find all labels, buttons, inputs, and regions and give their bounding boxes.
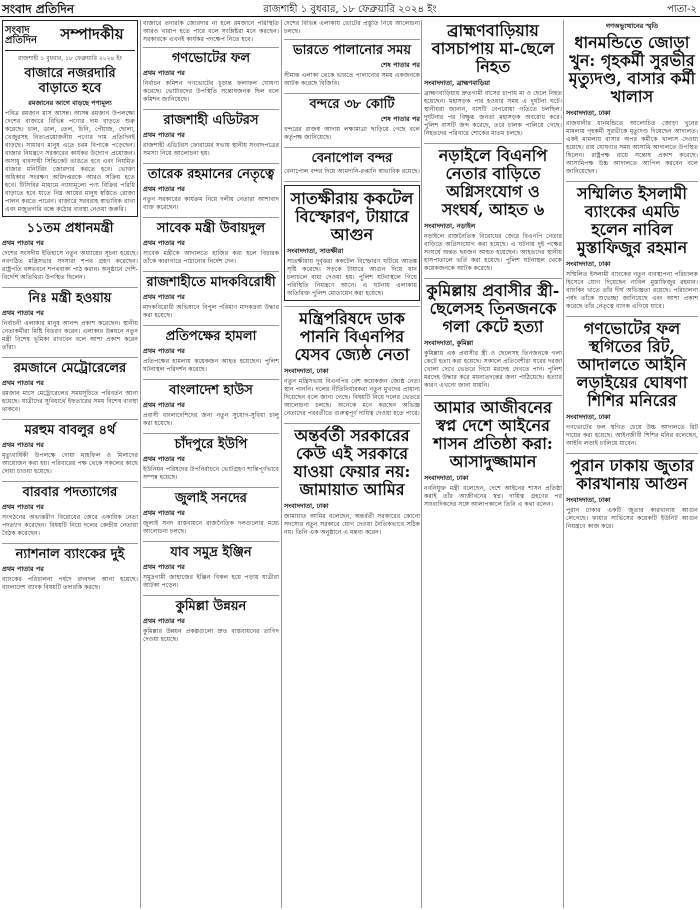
story-kicker: সংবাদদাতা, ব্রাহ্মণবাড়িয়া: [424, 79, 491, 87]
story: [566, 457, 698, 531]
story-kicker: প্রথম পাতার পর: [143, 185, 185, 193]
story-headline: রাজশাহী এডিটরস: [163, 113, 259, 128]
story-body: জামায়াত আমির বলেছেন, অন্তর্বর্তী সরকারের কোনো সদস্যের নতুন সরকারে যোগ দেওয়া নৈতিকভাবে সঠিক নয়। তিনি এক অনুষ্ঠানে এ মন্তব্য করেন।: [284, 513, 420, 536]
column-1: [2, 20, 138, 908]
story-kicker: সংবাদদাতা, নড়াইল: [424, 222, 476, 230]
story-headline: তারেক রহমানের নেতৃত্বে: [147, 167, 275, 182]
editorial-title: সম্পাদকীয়: [60, 25, 124, 43]
story-kicker: প্রথম পাতার পর: [2, 379, 44, 387]
story-headline: সাতক্ষীরায় ককটেল বিস্ফোরণ, টায়ারে আগুন: [290, 189, 414, 244]
story-kicker: প্রথম পাতার পর: [143, 69, 185, 77]
story-body: সম্মিলিত ইসলামী ব্যাংকের নতুন ব্যবস্থাপনা পরিচালক হিসেবে যোগ দিয়েছেন নাবিল মুস্তাফিজুর রহমান। ব্যাংকিং খাতে তাঁর দীর্ঘ অভিজ্ঞতা রয়েছে। পরিচালনা পর্ষদ তাঁকে শুভেচ্ছা জানিয়েছে এবং আশা প্রকাশ করেছে তাঁর নেতৃত্বে ব্যাংক এগিয়ে যাবে।: [566, 271, 698, 310]
story: [566, 21, 698, 176]
story-kicker: প্রথম পাতার পর: [2, 239, 44, 247]
story-kicker: শেষ পাতার পর: [380, 115, 420, 123]
story-kicker: সংবাদদাতা, ঢাকা: [566, 413, 611, 421]
story-headline: প্রতিপক্ষের হামলা: [165, 329, 257, 344]
story-headline: ধানমন্ডিতে জোড়া খুন: গৃহকর্মী সুরভীর মৃত্যুদণ্ড, বাসার কর্মী খালাস: [568, 33, 696, 106]
newspaper-logo: সংবাদ প্রতিদিন: [2, 2, 75, 16]
story-body: সাতক্ষীরায় দুর্বৃত্তরা ককটেল বিস্ফোরণ ঘটিয়ে আতঙ্ক সৃষ্টি করেছে। সড়কে টায়ারে আগুন দিয়ে যান চলাচলে বাধা দেওয়া হয়। পুলিশ ঘটনাস্থলে গিয়ে পরিস্থিতি নিয়ন্ত্রণে আনে। এ ঘটনায় এলাকায় অতিরিক্ত পুলিশ মোতায়েন করা হয়েছে।: [287, 258, 417, 297]
story-body: গণভোটের ফল স্থগিত চেয়ে উচ্চ আদালতে রিট দায়ের করা হয়েছে। আইনজীবী শিশির মনির বলেছেন, আইনি লড়াই চালিয়ে যাবেন।: [566, 424, 698, 447]
editorial-logo: সংবাদ প্রতিদিন: [5, 24, 37, 46]
story-body: সাবেক মন্ত্রীকে আদালতে হাজির করা হলে বিচারক তাঁকে কারাগারে পাঠানোর নির্দেশ দেন।: [143, 250, 279, 265]
story-headline: গণভোটের ফল স্থগিতের রিট, আদালতে আইনি লড়াইয়ের ঘোষণা শিশির মনিরের: [576, 319, 688, 410]
page-number: পাতা-২: [667, 4, 697, 15]
column-rule: [563, 20, 564, 908]
story-kicker: প্রথম পাতার পর: [143, 347, 185, 355]
story-body: রাজধানীর ধানমন্ডিতে আলোচিত জোড়া খুনের মামলায় গৃহকর্মী সুরভীকে মৃত্যুদণ্ড দিয়েছেন আদালত। একই মামলায় বাসার অপর কর্মীকে খালাস দেওয়া হয়েছে। রায় ঘোষণার সময় আসামি আদালতে উপস্থিত ছিলেন। রাষ্ট্রপক্ষ রায়ে সন্তোষ প্রকাশ করেছে। আসামিপক্ষ উচ্চ আদালতে আপিল করবেন বলে জানিয়েছেন।: [566, 120, 698, 175]
story-headline: মন্ত্রিপরিষদে ডাক পাননি বিএনপির যেসব জ্যেষ্ঠ নেতা: [294, 309, 410, 364]
story-headline: মরহুম বাবলুর ৪র্থ: [24, 423, 116, 438]
story-kicker: সংবাদদাতা, ঢাকা: [566, 496, 611, 504]
story-body: ইউনিয়ন পরিষদের উপনির্বাচনে ভোটগ্রহণ শান্তিপূর্ণভাবে সম্পন্ন হয়েছে।: [143, 466, 279, 481]
story-headline: বারবার পদত্যাগের: [22, 485, 118, 500]
story-headline: ১১তম প্রধানমন্ত্রী: [26, 221, 114, 236]
story: [143, 383, 279, 428]
editorial-headline: বাজারে নজরদারি বাড়াতে হবে: [24, 66, 116, 96]
story: [566, 185, 698, 311]
story-headline: গণভোটের ফল: [171, 51, 251, 66]
story-body: প্রবাসী বাংলাদেশিদের জন্য নতুন সুযোগ-সুবিধা চালু করা হয়েছে।: [143, 412, 279, 427]
story: [2, 547, 138, 592]
column-2: [143, 20, 279, 908]
story-kicker: প্রথম পাতার পর: [143, 563, 185, 571]
story-kicker: সংবাদদাতা, কুমিল্লা: [424, 339, 474, 347]
story-headline: ভারতে পালানোর সময়: [292, 43, 412, 58]
story: [284, 151, 420, 176]
story-kicker: সংবাদদাতা, সাতক্ষীরা: [287, 247, 344, 255]
story: [143, 491, 279, 536]
story: [2, 423, 138, 476]
story-headline: যাব সমুদ্র ইঞ্জিন: [170, 545, 252, 560]
story-kicker: প্রথম পাতার পর: [143, 401, 185, 409]
story-headline: জুলাই সনদের: [175, 491, 247, 506]
story: [284, 427, 420, 537]
story-headline: ন্যাশনাল ব্যাংকের দুই: [15, 547, 125, 562]
story-body: ব্যাংকের পরিচালনা পর্ষদে রদবদল আনা হয়েছে। বাংলাদেশ ব্যাংক বিষয়টি তদারকি করছে।: [2, 576, 138, 591]
story-body: নড়াইলে রাজনৈতিক বিরোধের জেরে বিএনপি নেতার বাড়িতে অগ্নিসংযোগ করা হয়েছে। এ ঘটনায় দুই পক্ষের সংঘর্ষে অন্তত ছয়জন আহত হয়েছেন। আহতদের স্থানীয় হাসপাতালে ভর্তি করা হয়েছে। পুলিশ ঘটনাস্থল থেকে কয়েকজনকে আটক করেছে।: [424, 233, 562, 272]
story: [143, 599, 279, 644]
column-4: [424, 20, 562, 908]
editorial-box: [2, 20, 138, 217]
story-kicker: সংবাদদাতা, ঢাকা: [566, 109, 611, 117]
story-headline: সম্মিলিত ইসলামী ব্যাংকের এমডি হলেন নাবিল মুস্তাফিজুর রহমান: [576, 184, 688, 257]
story-body: প্রতিপক্ষের হামলায় কয়েকজন আহত হয়েছেন। পুলিশ ঘটনাস্থল পরিদর্শন করেছে।: [143, 358, 279, 373]
story-kicker: প্রথম পাতার পর: [143, 617, 185, 625]
story-headline: বাংলাদেশ হাউস: [169, 383, 253, 398]
story-headline: ব্রাহ্মণবাড়িয়ায় বাসচাপায় মা-ছেলে নিহত: [431, 21, 555, 76]
story-body: বেনাপোল বন্দর দিয়ে আমদানি-রপ্তানি স্বাভাবিক রয়েছে।: [284, 168, 420, 175]
column-3: [284, 20, 420, 908]
masthead: [0, 0, 700, 17]
story: [424, 22, 562, 138]
story-headline: সাবেক মন্ত্রী উবায়দুল: [156, 221, 266, 236]
story-headline: নিঃ মন্ত্রী হওয়ায়: [28, 291, 112, 306]
story-kicker: সংবাদদাতা, ঢাকা: [424, 474, 469, 482]
story-headline: রাজশাহীতে মাদকবিরোধী: [146, 275, 276, 290]
story-body: সংগঠনের অভ্যন্তরীণ বিরোধের জেরে একাধিক নেতা পদত্যাগ করেছেন। বিষয়টি নিয়ে দলের কেন্দ্রীয় নেতারা বৈঠক করেছেন।: [2, 514, 138, 537]
story: [284, 185, 420, 301]
story-body: সীমান্ত এলাকা থেকে ভারতে পালানোর সময় একজনকে আটক করেছে বিজিবি।: [284, 72, 420, 87]
story: [143, 51, 279, 104]
story: [424, 147, 562, 273]
story-headline: বন্দরে ৩৮ কোটি: [309, 97, 395, 112]
column-rule: [140, 20, 141, 908]
story-body: নবনিযুক্ত মন্ত্রী বলেছেন, দেশে আইনের শাসন প্রতিষ্ঠা করাই তাঁর আজীবনের স্বপ্ন। দায়িত্ব গ্রহণের পর সাংবাদিকদের সঙ্গে আলাপকালে তিনি এ কথা বলেন।: [424, 485, 562, 508]
story: [143, 167, 279, 212]
story-body: ব্রাহ্মণবাড়িয়ায় দ্রুতগামী বাসের চাপায় মা ও ছেলে নিহত হয়েছেন। মহাসড়ক পার হওয়ার সময় এ দুর্ঘটনা ঘটে। স্থানীয়রা জানান, বাসটি বেপরোয়া গতিতে চলছিল। দুর্ঘটনার পর বিক্ষুব্ধ জনতা মহাসড়ক অবরোধ করে। পুলিশ বাসটি জব্দ করেছে, তবে চালক পালিয়ে গেছে। নিহতদের পরিবারে শোকের মাতম চলছে।: [424, 90, 562, 137]
story: [424, 282, 562, 390]
story: [424, 399, 562, 509]
story-kicker: প্রথম পাতার পর: [143, 455, 185, 463]
story-kicker: প্রথম পাতার পর: [2, 565, 44, 573]
story-headline: রমজানে মেট্রোরেলের: [13, 361, 127, 376]
story-headline: কুমিল্লায় প্রবাসীর স্ত্রী-ছেলেসহ তিনজনকে গলা কেটে হত্যা: [426, 281, 560, 336]
story-overline: গণঅভ্যুত্থানের স্মৃতি: [605, 22, 659, 30]
story-body: সমুদ্রগামী জাহাজের ইঞ্জিন বিকল হয়ে পড়ায় যাত্রীরা আটকা পড়েন।: [143, 574, 279, 589]
story: [143, 221, 279, 266]
story-headline: চাঁদপুরে ইউপি: [174, 437, 248, 452]
story-kicker: সংবাদদাতা, ঢাকা: [284, 367, 329, 375]
story: [2, 291, 138, 352]
story-kicker: প্রথম পাতার পর: [2, 503, 44, 511]
story-kicker: সংবাদদাতা, ঢাকা: [566, 260, 611, 268]
column-rule: [281, 20, 282, 908]
story: [143, 437, 279, 482]
story-body: নির্বাচন কমিশন গণভোটের চূড়ান্ত ফলাফল ঘোষণা করেছে। ভোটারদের উপস্থিতি সন্তোষজনক ছিল বলে কমিশন জানিয়েছে।: [143, 80, 279, 103]
story-body: কুমিল্লায় এক প্রবাসীর স্ত্রী ও ছেলেসহ তিনজনকে গলা কেটে হত্যা করা হয়েছে। সকালে প্রতিবেশীরা ঘরের দরজা খোলা দেখে ভেতরে গিয়ে মরদেহ দেখতে পান। পুলিশ মরদেহ উদ্ধার করে ময়নাতদন্তের জন্য পাঠিয়েছে। হত্যার কারণ এখনো জানা যায়নি।: [424, 350, 562, 389]
story-body: পুরান ঢাকার একটি জুতার কারখানায় আগুন লেগেছে। ফায়ার সার্ভিসের কয়েকটি ইউনিট আগুন নিয়ন্ত্রণে কাজ করে।: [566, 507, 698, 530]
story: [2, 485, 138, 538]
story: [143, 545, 279, 590]
story-body: মৃত্যুবার্ষিকী উপলক্ষে দোয়া মাহফিল ও মিলাদের আয়োজন করা হয়। পরিবারের পক্ষ থেকে সকলের কাছে দোয়া চাওয়া হয়েছে।: [2, 452, 138, 475]
story-body: নতুন মন্ত্রিসভায় বিএনপির বেশ কয়েকজন জ্যেষ্ঠ নেতা স্থান পাননি। দলের নীতিনির্ধারকরা নতুন মুখদের প্রাধান্য দিয়েছেন বলে জানা গেছে। বিষয়টি নিয়ে দলের ভেতরে আলোচনা চলছে। অনেকে মনে করছেন অভিজ্ঞ নেতাদের পরবর্তীতে গুরুত্বপূর্ণ দায়িত্ব দেওয়া হতে পারে।: [284, 378, 420, 417]
story-kicker: প্রথম পাতার পর: [143, 509, 185, 517]
story-headline: আমার আজীবনের স্বপ্ন দেশে আইনের শাসন প্রতিষ্ঠা করা: আসাদুজ্জামান: [433, 398, 553, 471]
story: [284, 97, 420, 142]
story-kicker: প্রথম পাতার পর: [2, 441, 44, 449]
story-kicker: সংবাদদাতা, ঢাকা: [284, 502, 329, 510]
story-body: দেশের সংসদীয় ইতিহাসে নতুন অধ্যায়ের সূচনা হয়েছে। নবগঠিত মন্ত্রিসভার সদস্যরা শপথ গ্রহণ করেছেন। রাষ্ট্রপতি বঙ্গভবনে শপথবাক্য পাঠ করান। অনুষ্ঠানে দেশি-বিদেশি অতিথিরা উপস্থিত ছিলেন।: [2, 250, 138, 281]
story: [284, 43, 420, 88]
story-headline: নড়াইলে বিএনপি নেতার বাড়িতে অগ্নিসংযোগ ও সংঘর্ষ, আহত ৬: [438, 146, 548, 219]
story-headline: বেনাপোল বন্দর: [311, 151, 393, 166]
story: [143, 113, 279, 158]
editorial-body: পবিত্র রমজান মাস আসন্ন। আসন্ন রমজান উপলক্ষ্যে দেশের বাজারে বিভিন্ন পণ্যের দাম বাড়তে শুরু করেছে। চাল, ডাল, তেল, চিনি, পেঁয়াজ, ছোলা, খেজুরসহ নিত্যপ্রয়োজনীয় পণ্যের দাম প্রতিদিনই বাড়ছে। সাধারণ মানুষ এতে চরম বিপাকে পড়েছেন। বাজার নিয়ন্ত্রণে সরকারের কার্যকর উদ্যোগ প্রয়োজন। অসাধু ব্যবসায়ী সিন্ডিকেট ভাঙতে হবে এবং নিয়মিত বাজার মনিটরিং জোরদার করতে হবে। ভোক্তা অধিকার সংরক্ষণ অধিদপ্তরকে আরও সক্রিয় হতে হবে। টিসিবির মাধ্যমে ন্যায্যমূল্যে পণ্য বিক্রির পরিধি বাড়াতে হবে যাতে নিম্ন আয়ের মানুষ স্বস্তিতে রোজা পালন করতে পারেন। বাজারে সরবরাহ স্বাভাবিক রাখা এবং মজুতদারি বন্ধে কঠোর ব্যবস্থা নেওয়া জরুরি।: [5, 110, 135, 213]
story-body: রাজশাহী এডিটরস ফোরামের সভায় স্থানীয় সংবাদপত্রের সমস্যা নিয়ে আলোচনা হয়।: [143, 142, 279, 157]
story-body: বাজারে তদারকি জোরদার না হলে রমজানে পরিস্থিতি আরও খারাপ হতে পারে বলে সংশ্লিষ্টরা মনে করছেন। সরকারকে এখনই কার্যকর পদক্ষেপ নিতে হবে।: [143, 20, 279, 43]
story-kicker: শেষ পাতার পর: [380, 61, 420, 69]
story-body: নতুন সরকারের কার্যক্রম নিয়ে দলীয় নেতারা আশাবাদ ব্যক্ত করেছেন।: [143, 196, 279, 211]
story-kicker: প্রথম পাতার পর: [143, 239, 185, 247]
story-body: রমজান মাসে মেট্রোরেলের সময়সূচিতে পরিবর্তন আনা হয়েছে। যাত্রীদের সুবিধার্থে ইফতারের সময় বিশেষ ব্যবস্থা থাকবে।: [2, 390, 138, 413]
story-headline: কুমিল্লা উন্নয়ন: [175, 599, 247, 614]
story: [284, 310, 420, 418]
story: [143, 275, 279, 320]
story-body: কুমিল্লার উন্নয়ন প্রকল্পগুলো দ্রুত বাস্তবায়নের তাগিদ দেওয়া হয়েছে।: [143, 628, 279, 643]
editorial-subhead: রমজানের আগে বাড়ছে পণ্যমূল্য: [28, 99, 112, 107]
story: [143, 329, 279, 374]
story-body: দেশের বিভিন্ন এলাকায় ভোটের প্রস্তুতি নিয়ে আলোচনা চলছে।: [284, 20, 420, 35]
story: [2, 221, 138, 282]
masthead-date: রাজশাহী ১ বুধবার, ১৮ ফেব্রুয়ারি ২০২৪ ইং: [263, 4, 437, 15]
column-5: [566, 20, 698, 908]
editorial-date: রাজশাহী ১ বুধবার, ১৮ ফেব্রুয়ারি ২০২৪ ইং: [17, 55, 123, 62]
story-body: বন্দরের রাজস্ব আদায় লক্ষ্যমাত্রা ছাড়িয়ে গেছে বলে কর্তৃপক্ষ জানিয়েছে।: [284, 126, 420, 141]
story-body: জুলাই সনদ বাস্তবায়নে রাজনৈতিক দলগুলোর মধ্যে আলোচনা চলছে।: [143, 520, 279, 535]
column-rule: [421, 20, 422, 908]
story-body: নির্বাচনী এলাকার মানুষ আনন্দ প্রকাশ করেছেন। স্থানীয় নেতাকর্মীরা মিষ্টি বিতরণ করেন। এলাকার উন্নয়নে নতুন মন্ত্রী বিশেষ ভূমিকা রাখবেন বলে আশা প্রকাশ করেন তাঁরা।: [2, 320, 138, 351]
story: [566, 320, 698, 448]
story-kicker: প্রথম পাতার পর: [143, 293, 185, 301]
story-body: মাদকবিরোধী অভিযানে বিপুল পরিমাণ মাদকদ্রব্য উদ্ধার করা হয়েছে।: [143, 304, 279, 319]
story: [2, 361, 138, 414]
story-kicker: প্রথম পাতার পর: [2, 309, 44, 317]
story-kicker: প্রথম পাতার পর: [143, 131, 185, 139]
story-headline: পুরান ঢাকায় জুতার কারখানায় আগুন: [570, 456, 694, 493]
story-headline: অন্তর্বর্তী সরকারের কেউ এই সরকারে যাওয়া ফেয়ার নয়: জামায়াত আমির: [293, 426, 411, 499]
